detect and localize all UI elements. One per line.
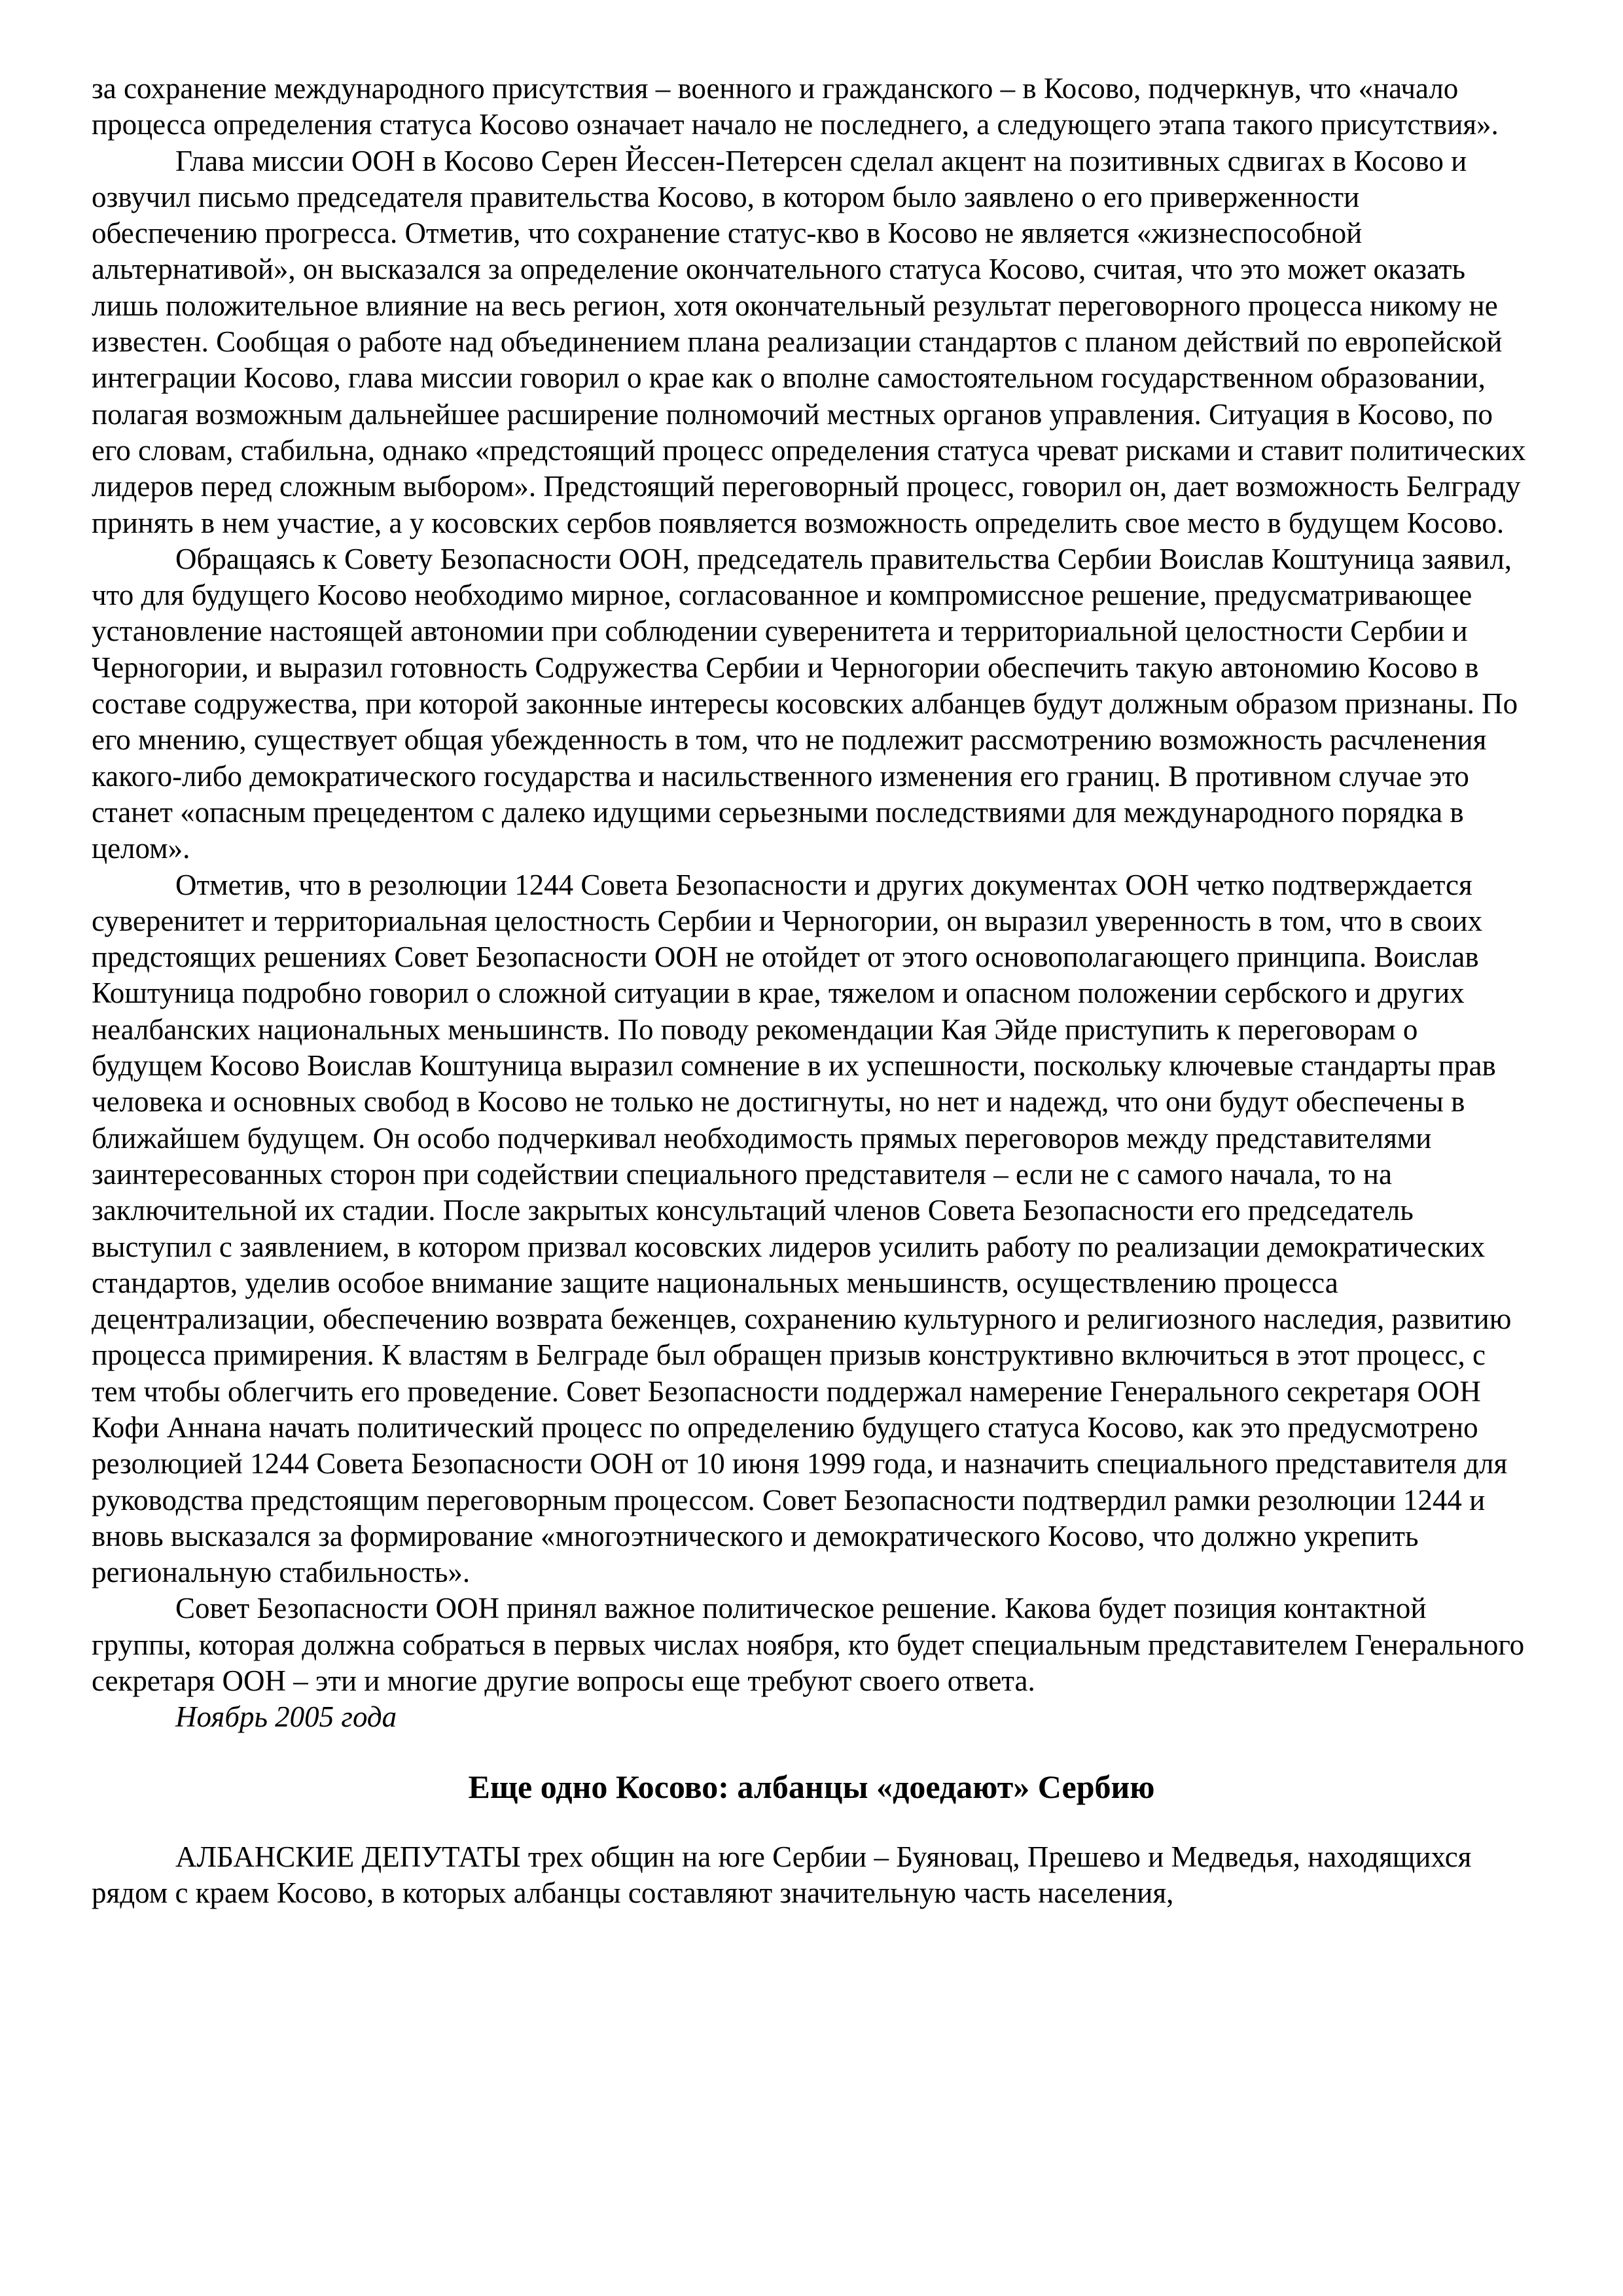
paragraph-security-council-decision: Совет Безопасности ООН принял важное политическое решение. Какова будет позиция контактной группы, которая должна собраться в первых числах ноября, кто будет специальным представителем Генерального секретаря ООН – эти и многие другие вопросы еще требуют своего ответа. bbox=[92, 1592, 1525, 1698]
document-page bbox=[92, 71, 1531, 1911]
paragraph-jessen-petersen: Глава миссии ООН в Косово Серен Йессен-Петерсен сделал акцент на позитивных сдвигах в Косово и озвучил письмо председателя правительства Косово, в котором было заявлено о его приверженности обеспечению прогресса. Отметив, что сохранение статус-кво в Косово не является «жизнеспособной альтернативой», он высказался за определение окончательного статуса Косово, считая, что это может оказать лишь положительное влияние на весь регион, хотя окончательный результат переговорного процесса никому не известен. Сообщая о работе над объединением плана реализации стандартов с планом действий по европейской интеграции Косово, глава миссии говорил о крае как о вполне самостоятельном государственном образовании, полагая возможным дальнейшее расширение полномочий местных органов управления. Ситуация в Косово, по его словам, стабильна, однако «предстоящий процесс определения статуса чреват рисками и ставит политических лидеров перед сложным выбором». Предстоящий переговорный процесс, говорил он, дает возможность Белграду принять в нем участие, а у косовских сербов появляется возможность определить свое место в будущем Косово. bbox=[92, 144, 1526, 539]
paragraph-continuation: за сохранение международного присутствия – военного и гражданского – в Косово, подчеркнув, что «начало процесса определения статуса Косово означает начало не последнего, а следующего этапа такого присутствия». bbox=[92, 72, 1499, 141]
article-title: Еще одно Косово: албанцы «доедают» Сербию bbox=[468, 1768, 1155, 1805]
date-line: Ноябрь 2005 года bbox=[175, 1700, 397, 1734]
paragraph-kostunica-address: Обращаясь к Совету Безопасности ООН, председатель правительства Сербии Воислав Коштуница заявил, что для будущего Косово необходимо мирное, согласованное и компромиссное решение, предусматривающее установление настоящей автономии при соблюдении суверенитета и территориальной целостности Сербии и Черногории, и выразил готовность Содружества Сербии и Черногории обеспечить такую автономию Косово в составе содружества, при которой законные интересы косовских албанцев будут должным образом признаны. По его мнению, существует общая убежденность в том, что не подлежит рассмотрению возможность расчленения какого-либо демократического государства и насильственного изменения его границ. В противном случае это станет «опасным прецедентом с далеко идущими серьезными последствиями для международного порядка в целом». bbox=[92, 542, 1518, 865]
article-first-paragraph: АЛБАНСКИЕ ДЕПУТАТЫ трех общин на юге Сербии – Буяновац, Прешево и Медведья, находящихся рядом с краем Косово, в которых албанцы составляют значительную часть населения, bbox=[92, 1840, 1472, 1909]
paragraph-resolution-1244: Отметив, что в резолюции 1244 Совета Безопасности и других документах ООН четко подтверждается суверенитет и территориальная целостность Сербии и Черногории, он выразил уверенность в том, что в своих предстоящих решениях Совет Безопасности ООН не отойдет от этого основополагающего принципа. Воислав Коштуница подробно говорил о сложной ситуации в крае, тяжелом и опасном положении сербского и других неалбанских национальных меньшинств. По поводу рекомендации Кая Эйде приступить к переговорам о будущем Косово Воислав Коштуница выразил сомнение в их успешности, поскольку ключевые стандарты прав человека и основных свобод в Косово не только не достигнуты, но нет и надежд, что они будут обеспечены в ближайшем будущем. Он особо подчеркивал необходимость прямых переговоров между представителями заинтересованных сторон при содействии специального представителя – если не с самого начала, то на заключительной их стадии. После закрытых консультаций членов Совета Безопасности его председатель выступил с заявлением, в котором призвал косовских лидеров усилить работу по реализации демократических стандартов, уделив особое внимание защите национальных меньшинств, осуществлению процесса децентрализации, обеспечению возврата беженцев, сохранению культурного и религиозного наследия, развитию процесса примирения. К властям в Белграде был обращен призыв конструктивно включиться в этот процесс, с тем чтобы облегчить его проведение. Совет Безопасности поддержал намерение Генерального секретаря ООН Кофи Аннана начать политический процесс по определению будущего статуса Косово, как это предусмотрено резолюцией 1244 Совета Безопасности ООН от 10 июня 1999 года, и назначить специального представителя для руководства предстоящим переговорным процессом. Совет Безопасности подтвердил рамки резолюции 1244 и вновь высказался за формирование «многоэтнического и демократического Косово, что должно укрепить региональную стабильность». bbox=[92, 868, 1512, 1589]
